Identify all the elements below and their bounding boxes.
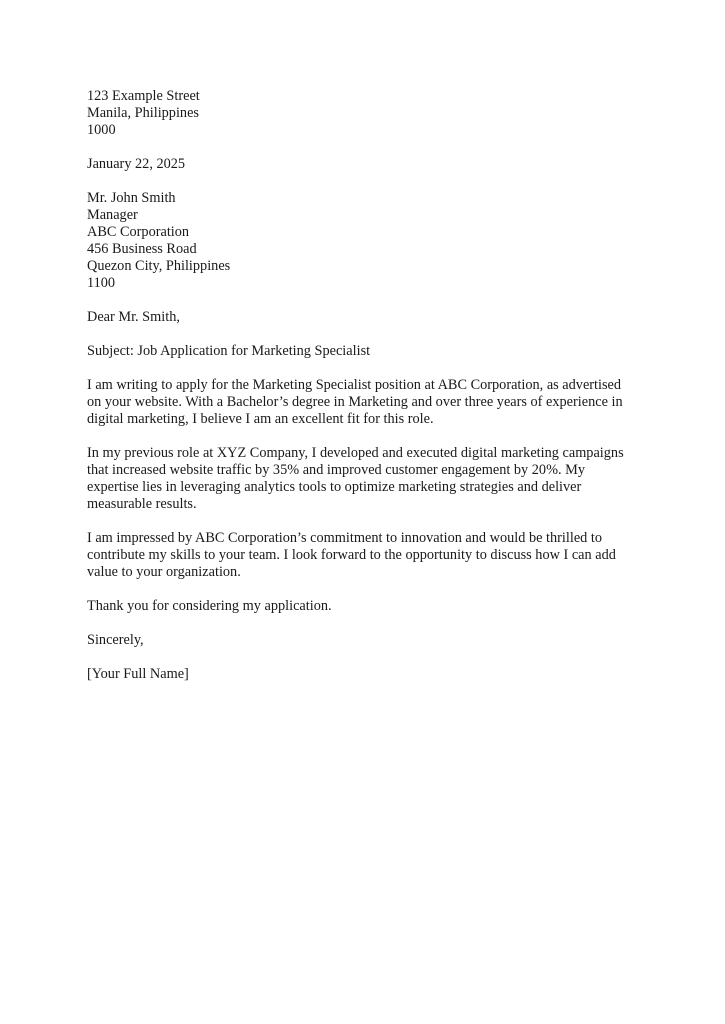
subject-line: Subject: Job Application for Marketing Specialist: [87, 343, 371, 359]
body-paragraph: Thank you for considering my application.: [87, 598, 332, 614]
recipient-line: Manager: [87, 207, 138, 223]
sender-address-block: [87, 88, 638, 139]
letter-body: [87, 88, 638, 683]
closing: Sincerely,: [87, 632, 144, 648]
salutation: Dear Mr. Smith,: [87, 309, 180, 325]
recipient-address-block: [87, 190, 638, 292]
date-block: [87, 156, 638, 173]
body-paragraph: I am writing to apply for the Marketing Specialist position at ABC Corporation, as advertised on your website. With a Bachelor’s degree in Marketing and over three years of experience in digital marketing, I believe I am an excellent fit for this role.: [87, 377, 623, 427]
sender-address-line: Manila, Philippines: [87, 105, 199, 121]
recipient-line: Mr. John Smith: [87, 190, 176, 206]
letter-date: January 22, 2025: [87, 156, 186, 172]
body-paragraph: In my previous role at XYZ Company, I developed and executed digital marketing campaigns that increased website traffic by 35% and improved customer engagement by 20%. My expertise lies in leveraging analytics tools to optimize marketing strategies and deliver measurable results.: [87, 445, 624, 512]
recipient-line: Quezon City, Philippines: [87, 258, 231, 274]
recipient-line: 456 Business Road: [87, 241, 197, 257]
recipient-line: ABC Corporation: [87, 224, 190, 240]
sender-address-line: 1000: [87, 122, 116, 138]
sender-address-line: 123 Example Street: [87, 88, 200, 104]
signature-placeholder: [Your Full Name]: [87, 666, 189, 682]
body-paragraph: I am impressed by ABC Corporation’s commitment to innovation and would be thrilled to contribute my skills to your team. I look forward to the opportunity to discuss how I can add value to your organization.: [87, 530, 616, 580]
recipient-line: 1100: [87, 275, 116, 291]
